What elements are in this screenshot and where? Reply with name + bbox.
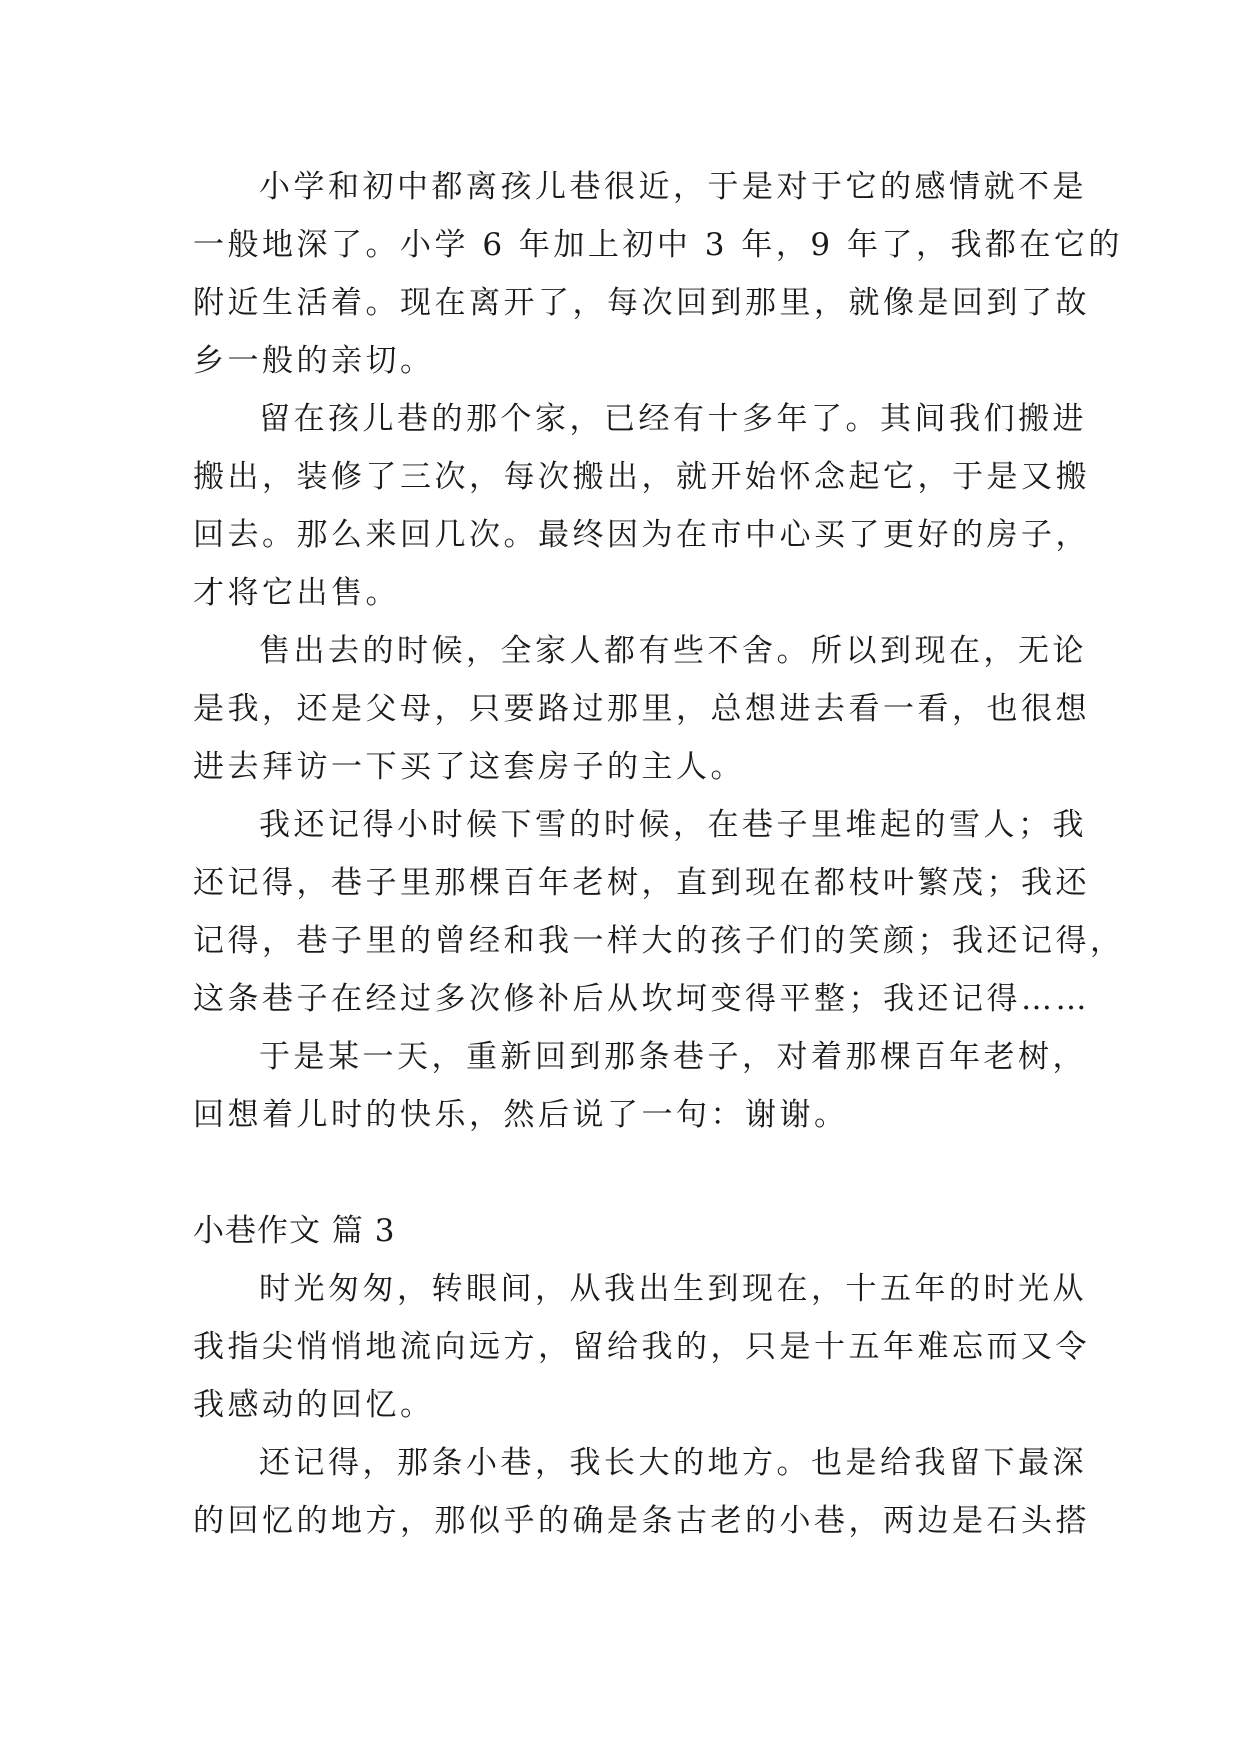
text-line: 进去拜访一下买了这套房子的主人。 — [193, 749, 745, 785]
text-line: 售出去的时候，全家人都有些不舍。所以到现在，无论 — [259, 633, 1087, 669]
paragraph — [193, 158, 1123, 390]
paragraph — [193, 1260, 1090, 1434]
paragraph — [193, 1028, 1087, 1144]
text-line: 是我，还是父母，只要路过那里，总想进去看一看，也很想 — [193, 691, 1090, 727]
section-spacer — [193, 1144, 1053, 1202]
text-line: 搬出，装修了三次，每次搬出，就开始怀念起它，于是又搬 — [193, 459, 1090, 495]
text-line: 我感动的回忆。 — [193, 1387, 435, 1423]
text-line: 回去。那么来回几次。最终因为在市中心买了更好的房子， — [193, 517, 1090, 553]
text-line: 小学和初中都离孩儿巷很近，于是对于它的感情就不是 — [259, 169, 1087, 205]
text-line: 记得，巷子里的曾经和我一样大的孩子们的笑颜；我还记得， — [193, 923, 1125, 959]
paragraph — [193, 622, 1090, 796]
paragraph — [193, 1434, 1090, 1550]
text-line: 我还记得小时候下雪的时候，在巷子里堆起的雪人；我 — [259, 807, 1087, 843]
text-line: 还记得，巷子里那棵百年老树，直到现在都枝叶繁茂；我还 — [193, 865, 1090, 901]
text-line: 留在孩儿巷的那个家，已经有十多年了。其间我们搬进 — [259, 401, 1087, 437]
paragraph — [193, 796, 1125, 1028]
text-line: 这条巷子在经过多次修补后从坎坷变得平整；我还记得…… — [193, 981, 1090, 1017]
text-line: 一般地深了。小学 6 年加上初中 3 年，9 年了，我都在它的 — [193, 227, 1123, 263]
text-line: 的回忆的地方，那似乎的确是条古老的小巷，两边是石头搭 — [193, 1503, 1090, 1539]
text-line: 乡一般的亲切。 — [193, 343, 435, 379]
section-heading: 小巷作文 篇 3 — [193, 1213, 396, 1249]
text-line: 时光匆匆，转眼间，从我出生到现在，十五年的时光从 — [259, 1271, 1087, 1307]
text-line: 才将它出售。 — [193, 575, 400, 611]
text-line: 附近生活着。现在离开了，每次回到那里，就像是回到了故 — [193, 285, 1090, 321]
document-body — [193, 158, 1125, 1550]
text-line: 我指尖悄悄地流向远方，留给我的，只是十五年难忘而又令 — [193, 1329, 1090, 1365]
paragraph — [193, 390, 1090, 622]
text-line: 回想着儿时的快乐，然后说了一句：谢谢。 — [193, 1097, 849, 1133]
text-line: 于是某一天，重新回到那条巷子，对着那棵百年老树， — [259, 1039, 1087, 1075]
text-line: 还记得，那条小巷，我长大的地方。也是给我留下最深 — [259, 1445, 1087, 1481]
